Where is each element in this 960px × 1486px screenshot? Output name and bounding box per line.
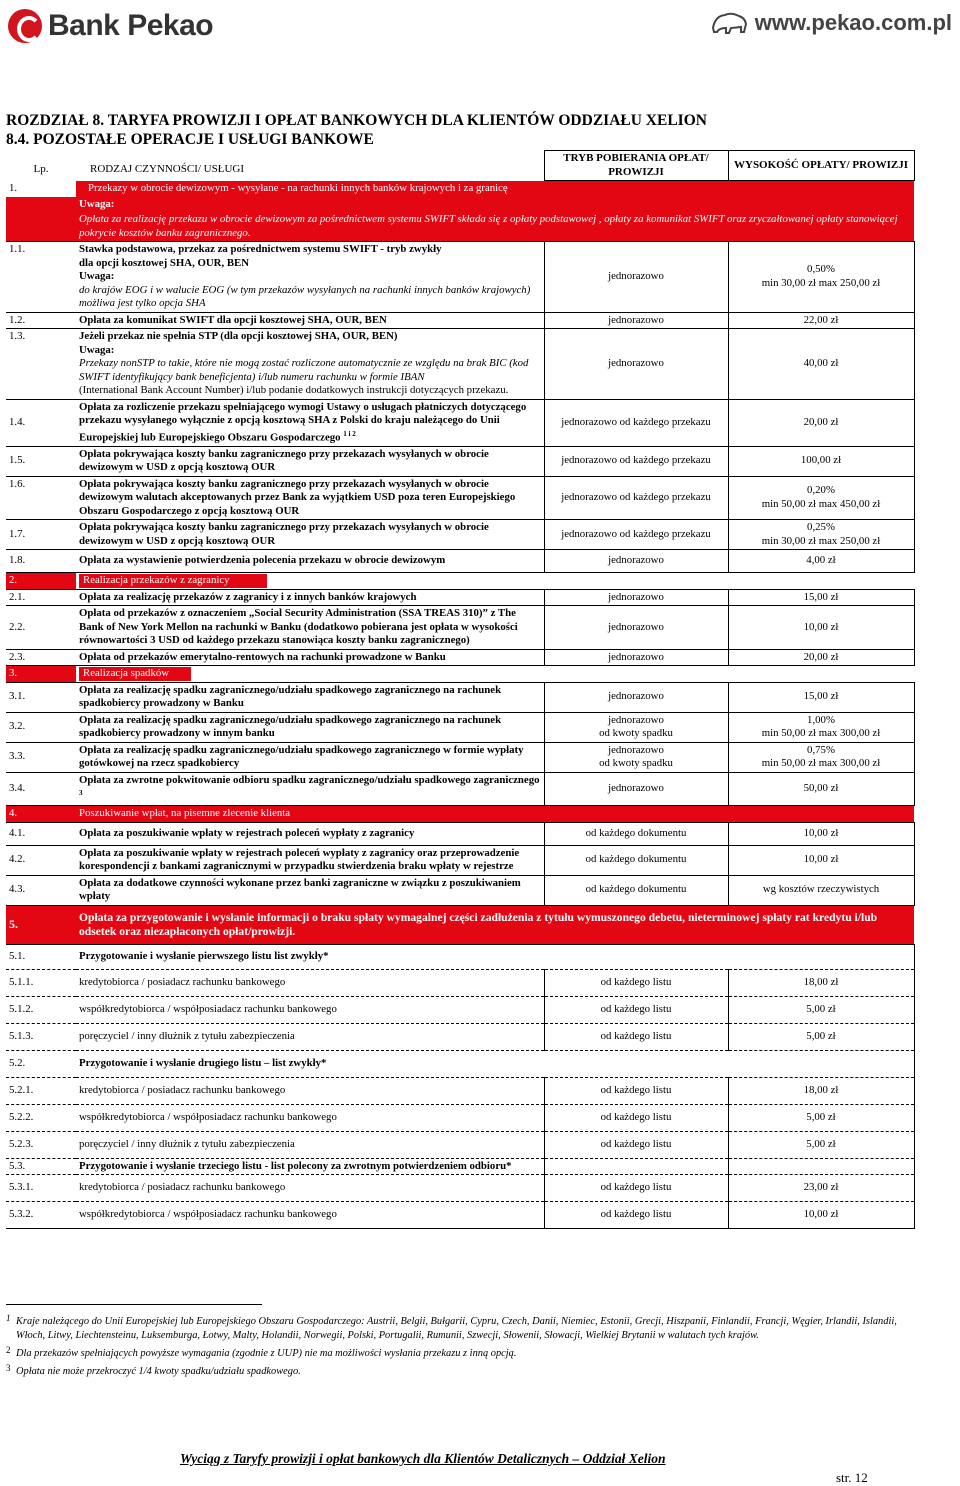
table-row-1-7: 1.7. Opłata pokrywająca koszty banku zagranicznego przy przekazach wysyłanych w obrocie dewizowym w USD z opcją kosztową OUR jednorazowo od każdego przekazu 0,25% min 30,00 zł max 250,00 zł (6, 520, 914, 550)
section-title: 8.4. POZOSTAŁE OPERACJE I USŁUGI BANKOWE (6, 131, 374, 148)
section-5-row: 5. Opłata za przygotowanie i wysłanie informacji o braku spłaty wymagalnej części zadłużenia z tytułu wymuszonego debetu, nieterminowej spłaty rat kredytu i/lub odsetek oraz niezapłaconych opłat/prowizji. (6, 905, 914, 944)
table-row-2-2: 2.2. Opłata od przekazów z oznaczeniem „Social Security Administration (SSA TREAS 310)” z The Bank of New York Mellon na rachunki w Banku (dodatkowo pobierana jest opłata w wysokości równowartości 3 USD od każdego przekazu stanowiąca koszty banku zagranicznego) jednorazowo 10,00 zł (6, 606, 914, 650)
page-number: str. 12 (836, 1470, 868, 1485)
bison-icon (709, 10, 749, 36)
document-titles (6, 111, 906, 149)
bank-logo (8, 6, 213, 46)
header-service: RODZAJ CZYNNOŚCI/ USŁUGI (90, 163, 245, 176)
table-row-5-3-1: 5.3.1. kredytobiorca / posiadacz rachunku bankowego od każdego listu 23,00 zł (6, 1175, 914, 1202)
pekao-logo-icon (8, 9, 42, 43)
section-1-row (6, 181, 914, 197)
section-1-note: Opłata za realizację przekazu w obrocie dewizowym za pośrednictwem systemu SWIFT składa się z opłaty podstawowej , opłaty za komunikat SWIFT oraz zryczałtowanej opłaty stanowiącej pokrycie kosztów banku zagranicznego. (79, 213, 898, 239)
table-row-4-1: 4.1. Opłata za poszukiwanie wpłaty w rejestrach poleceń wypłaty z zagranicy od każdego dokumentu 10,00 zł (6, 822, 914, 845)
section-2-row: 2. Realizacja przekazów z zagranicy (6, 573, 914, 590)
table-row-1-4: 1.4. Opłata za rozliczenie przekazu spełniającego wymogi Ustawy o usługach płatniczych dotyczącego przekazu wysyłanego wyłącznie z opcją kosztową SHA z Polski do kraju należącego do Unii Europejskiej lub Europejskiego Obszaru Gospodarczego $^{1 i 2}$ jednorazowo od każdego przekazu 20,00 zł (6, 399, 914, 446)
table-row-5-1: 5.1. Przygotowanie i wysłanie pierwszego listu list zwykły* (6, 944, 914, 969)
logo-text: Bank Pekao (48, 9, 214, 42)
section-1-note-row (6, 197, 914, 213)
header-mode: TRYB POBIERANIA OPŁAT/ PROWIZJI (544, 151, 728, 181)
footnote-divider (6, 1304, 262, 1305)
table-row-2-3: 2.3. Opłata od przekazów emerytalno-rentowych na rachunki prowadzone w Banku jednorazowo 20,00 zł (6, 649, 914, 666)
website-url: www.pekao.com.pl (754, 10, 952, 35)
table-row-3-3: 3.3. Opłata za realizację spadku zagranicznego/udziału spadkowego zagranicznego w formie wypłaty gotówkowej na rzecz spadkobiercy jednorazowo od kwoty spadku 0,75% min 50,00 zł max 300,00 zł (6, 742, 914, 772)
table-row-1-8: 1.8. Opłata za wystawienie potwierdzenia polecenia przekazu w obrocie dewizowym jednorazowo 4,00 zł (6, 550, 914, 573)
website-block (709, 10, 952, 36)
table-row-5-3-2: 5.3.2. współkredytobiorca / współposiadacz rachunku bankowego od każdego listu 10,00 zł (6, 1202, 914, 1229)
page-header (0, 0, 960, 48)
table-row-3-4: 3.4. Opłata za zwrotne pokwitowanie odbioru spadku zagranicznego/udziału spadkowego zagranicznego $^3$ jednorazowo 50,00 zł (6, 772, 914, 806)
table-row-1-2: 1.2. Opłata za komunikat SWIFT dla opcji kosztowej SHA, OUR, BEN jednorazowo 22,00 zł (6, 312, 914, 329)
footnote-3: 3 Opłata nie może przekroczyć 1/4 kwoty spadku/udziału spadkowego. (6, 1363, 301, 1377)
section-1-note-label: Uwaga: (79, 197, 115, 210)
table-row-1-3: 1.3. Jeżeli przekaz nie spełnia STP (dla opcji kosztowej SHA, OUR, BEN) Uwaga: Przekazy nonSTP to takie, które nie mogą zostać rozliczone automatycznie ze względu na brak BIC (kod SWIFT identyfikujący bank beneficjenta) i/lub numeru rachunku w formie IBAN (International Bank Account Number) i/lub podanie dodatkowych instrukcji dotyczących przekazu. jednorazowo 40,00 zł (6, 329, 914, 400)
section-1-title: Przekazy w obrocie dewizowym - wysyłane - na rachunki innych banków krajowych i za granicę (88, 182, 508, 194)
footnotes (6, 1304, 906, 1379)
section-3-row: 3. Realizacja spadków (6, 666, 914, 683)
table-row-1-6: 1.6. Opłata pokrywająca koszty banku zagranicznego przy przekazach wysyłanych w obrocie dewizowym walutach akceptowanych przez Bank za wyjątkiem USD poza teren Europejskiego Obszaru Gospodarczego z opcją kosztową OUR jednorazowo od każdego przekazu 0,20% min 50,00 zł max 450,00 zł (6, 476, 914, 520)
table-row-5-2-1: 5.2.1. kredytobiorca / posiadacz rachunku bankowego od każdego listu 18,00 zł (6, 1077, 914, 1104)
table-row-5-1-2: 5.1.2. współkredytobiorca / współposiadacz rachunku bankowego od każdego listu 5,00 zł (6, 996, 914, 1023)
footnote-1: 1 Kraje należącego do Unii Europejskiej lub Europejskiego Obszaru Gospodarczego: Austrii, Belgii, Bułgarii, Cypru, Czech, Danii, Niemiec, Estonii, Grecji, Hiszpanii, Finlandii, Francji, Węgier, Irlandii, Islandii, Włoch, Litwy, Liechtensteinu, Luksemburga, Łotwy, Malty, Holandii, Norwegii, Polski, Portugalii, Rumunii, Szwecji, Słowenii, Słowacji, Wielkiej Brytanii w walutach tych krajów. (6, 1313, 897, 1341)
table-row-5-3: 5.3. Przygotowanie i wysłanie trzeciego listu - list polecony za zwrotnym potwierdzeniem odbioru* (6, 1158, 914, 1175)
chapter-title: ROZDZIAŁ 8. TARYFA PROWIZJI I OPŁAT BANKOWYCH DLA KLIENTÓW ODDZIAŁU XELION (6, 112, 707, 129)
footnote-2: 2 Dla przekazów spełniających powyższe wymagania (zgodnie z UUP) nie ma możliwości wysłania przekazu z inną opcją. (6, 1345, 517, 1359)
section-1-note-text-row (6, 212, 914, 242)
table-row-5-1-1: 5.1.1. kredytobiorca / posiadacz rachunku bankowego od każdego listu 18,00 zł (6, 969, 914, 996)
table-row-1-5: 1.5. Opłata pokrywająca koszty banku zagranicznego przy przekazach wysyłanych w obrocie dewizowym w USD z opcją kosztową OUR jednorazowo od każdego przekazu 100,00 zł (6, 446, 914, 476)
table-row-3-2: 3.2. Opłata za realizację spadku zagranicznego/udziału spadkowego zagranicznego na rachunek spadkobiercy prowadzony w innym banku jednorazowo od kwoty spadku 1,00% min 50,00 zł max 300,00 zł (6, 712, 914, 742)
section-4-row: 4. Poszukiwanie wpłat, na pisemne zlecenie klienta (6, 806, 914, 823)
table-row-1-1: 1.1. Stawka podstawowa, przekaz za pośrednictwem systemu SWIFT - tryb zwykły dla opcji kosztowej SHA, OUR, BEN Uwaga: do krajów EOG i w walucie EOG (w tym przekazów wysyłanych na rachunki innych banków krajowych) możliwa jest tylko opcja SHA jednorazowo 0,50% min 30,00 zł max 250,00 zł (6, 242, 914, 313)
header-fee: WYSOKOŚĆ OPŁATY/ PROWIZJI (728, 151, 914, 181)
tariff-table (6, 150, 915, 1229)
table-row-2-1: 2.1. Opłata za realizację przekazów z zagranicy i z innych banków krajowych jednorazowo 15,00 zł (6, 589, 914, 606)
table-header-row (6, 151, 914, 181)
footer-title: Wyciąg z Taryfy prowizji i opłat bankowych dla Klientów Detalicznych – Oddział Xelion (180, 1451, 666, 1466)
table-row-5-1-3: 5.1.3. poręczyciel / inny dłużnik z tytułu zabezpieczenia od każdego listu 5,00 zł (6, 1023, 914, 1050)
table-row-3-1: 3.1. Opłata za realizację spadku zagranicznego/udziału spadkowego zagranicznego na rachunek spadkobiercy prowadzony w Banku jednorazowo 15,00 zł (6, 682, 914, 712)
table-row-4-3: 4.3. Opłata za dodatkowe czynności wykonane przez banki zagraniczne w związku z poszukiwaniem wpłaty od każdego dokumentu wg kosztów rzeczywistych (6, 875, 914, 905)
table-row-5-2-3: 5.2.3. poręczyciel / inny dłużnik z tytułu zabezpieczenia od każdego listu 5,00 zł (6, 1131, 914, 1158)
table-row-5-2: 5.2. Przygotowanie i wysłanie drugiego listu – list zwykły* (6, 1050, 914, 1077)
table-row-5-2-2: 5.2.2. współkredytobiorca / współposiadacz rachunku bankowego od każdego listu 5,00 zł (6, 1104, 914, 1131)
header-lp: Lp. (33, 163, 49, 176)
section-1-num: 1. (6, 181, 76, 197)
table-row-4-2: 4.2. Opłata za poszukiwanie wpłaty w rejestrach poleceń wypłaty z zagranicy oraz przeprowadzenie korespondencji z bankami zagranicznymi w przypadku stwierdzenia braku wpłaty w rejestrze od każdego dokumentu 10,00 zł (6, 845, 914, 875)
